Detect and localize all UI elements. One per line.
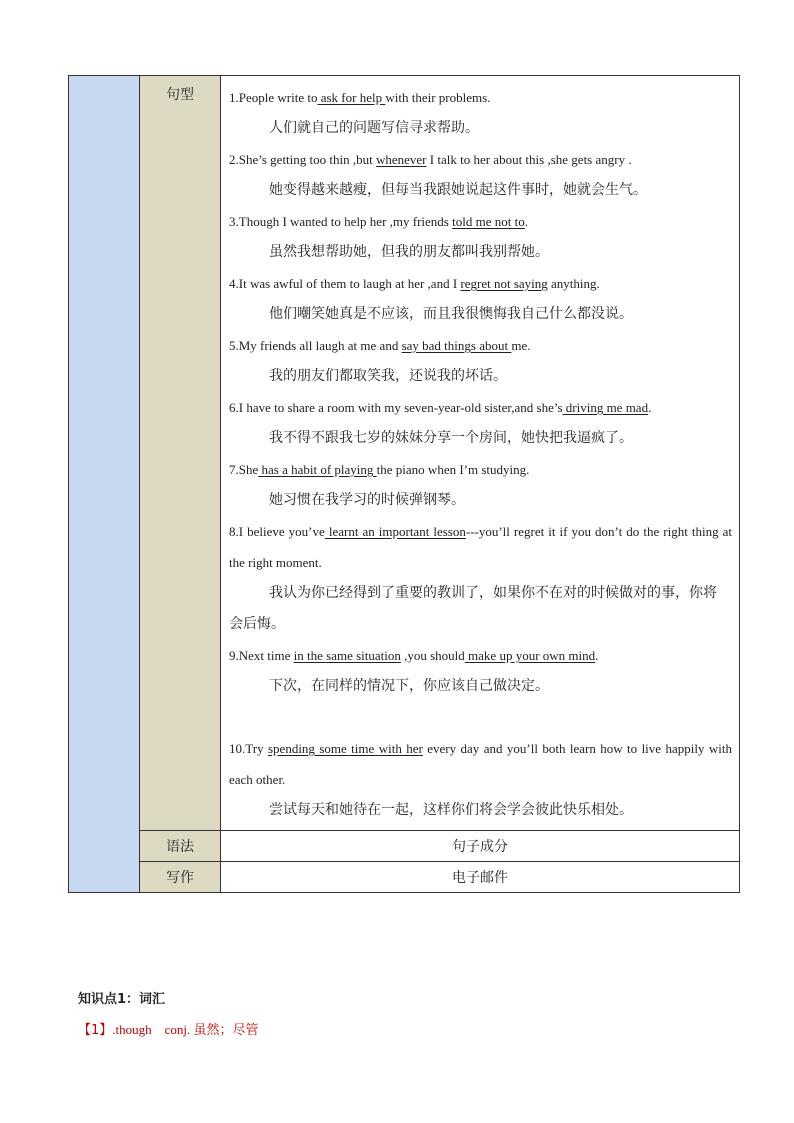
sentence-text: 1.People write to xyxy=(229,90,318,105)
vocab-word: .though xyxy=(112,1022,152,1037)
sentence-english xyxy=(229,82,732,113)
blank-spacer xyxy=(229,702,732,733)
writing-label: 写作 xyxy=(140,862,221,893)
sentence-text: 3.Though I wanted to help her ,my friends xyxy=(229,214,453,229)
sentence-text: 7.She xyxy=(229,462,259,477)
key-phrase: driving me mad xyxy=(562,400,649,415)
key-phrase: whenever xyxy=(375,152,427,167)
sentence-english xyxy=(229,516,732,578)
sentence-text: . xyxy=(648,400,652,415)
sentence-chinese: 他们嘲笑她真是不应该，而且我很懊悔我自己什么都没说。 xyxy=(269,306,633,322)
key-phrase: regret not saying xyxy=(460,276,548,291)
sentence-chinese: 人们就自己的问题写信寻求帮助。 xyxy=(269,120,479,136)
sentence-text: . xyxy=(595,648,599,663)
lesson-summary-table xyxy=(68,75,740,893)
writing-value: 电子邮件 xyxy=(221,862,740,893)
sentence-chinese: 下次，在同样的情况下，你应该自己做决定。 xyxy=(269,678,549,694)
sentence-text: 8.I believe you’ve xyxy=(229,524,325,539)
sentence-item xyxy=(229,144,732,206)
sentence-chinese: 虽然我想帮助她，但我的朋友都叫我别帮她。 xyxy=(269,244,549,260)
sentence-text: 9.Next time xyxy=(229,648,294,663)
key-phrase: told me not to xyxy=(452,214,525,229)
sentence-text: 6.I have to share a room with my seven-year-old sister,and she’s xyxy=(229,400,563,415)
sentence-item xyxy=(229,392,732,454)
key-phrase: say bad things about xyxy=(401,338,512,353)
sentence-chinese: 尝试每天和她待在一起，这样你们将会学会彼此快乐相处。 xyxy=(269,802,633,818)
sentence-chinese: 她变得越来越瘦，但每当我跟她说起这件事时，她就会生气。 xyxy=(269,182,647,198)
sentence-item xyxy=(229,82,732,144)
grammar-row xyxy=(69,831,740,862)
sentence-chinese-continued: 会后悔。 xyxy=(229,616,285,632)
sentence-chinese: 她习惯在我学习的时候弹钢琴。 xyxy=(269,492,465,508)
key-phrase: spending some time with her xyxy=(267,741,423,756)
sentence-text: ,you should xyxy=(400,648,465,663)
sentence-chinese: 我的朋友们都取笑我，还说我的坏话。 xyxy=(269,368,507,384)
sentence-item xyxy=(229,640,732,733)
sentence-patterns-label: 句型 xyxy=(140,76,221,831)
sentence-english xyxy=(229,733,732,795)
sentence-text: 4.It was awful of them to laugh at her ,and I xyxy=(229,276,461,291)
sentence-item xyxy=(229,206,732,268)
sentence-english xyxy=(229,392,732,423)
key-phrase: in the same situation xyxy=(293,648,401,663)
sentence-english xyxy=(229,330,732,361)
sentence-text: 2.She’s getting too thin ,but xyxy=(229,152,376,167)
sentence-text: every day and you’ll both learn how to live happily with each other. xyxy=(229,741,732,787)
sentence-patterns-row xyxy=(69,76,740,831)
item-number-bracket: 【1】 xyxy=(78,1023,113,1038)
key-phrase: make up your own mind xyxy=(464,648,596,663)
sentence-chinese: 我认为你已经得到了重要的教训了，如果你不在对的时候做对的事，你将 xyxy=(269,585,717,601)
blue-margin-column xyxy=(69,76,140,893)
sentence-item xyxy=(229,516,732,640)
sentence-text: 10.Try xyxy=(229,741,268,756)
sentence-item xyxy=(229,330,732,392)
sentence-english xyxy=(229,206,732,237)
sentence-item xyxy=(229,268,732,330)
sentence-item xyxy=(229,454,732,516)
sentence-text: me. xyxy=(511,338,531,353)
key-phrase: learnt an important lesson xyxy=(324,524,466,539)
writing-row xyxy=(69,862,740,893)
sentence-text: the piano when I’m studying. xyxy=(376,462,530,477)
sentence-chinese: 我不得不跟我七岁的妹妹分享一个房间，她快把我逼疯了。 xyxy=(269,430,633,446)
grammar-label: 语法 xyxy=(140,831,221,862)
knowledge-point-heading: 知识点1：词汇 xyxy=(78,992,166,1007)
sentence-english xyxy=(229,268,732,299)
sentence-text: . xyxy=(524,214,528,229)
sentence-text: anything. xyxy=(547,276,600,291)
sentence-patterns-content xyxy=(221,76,740,831)
sentence-english xyxy=(229,454,732,485)
key-phrase: has a habit of playing xyxy=(258,462,377,477)
sentence-text: I talk to her about this ,she gets angry . xyxy=(426,152,632,167)
sentence-item xyxy=(229,733,732,826)
part-of-speech: conj. xyxy=(164,1022,191,1037)
sentence-text: ---you’ll regret it if you don’t do the right thing at the right moment. xyxy=(229,524,732,570)
sentence-text: with their problems. xyxy=(385,90,491,105)
vocab-meaning: 虽然；尽管 xyxy=(193,1023,259,1038)
sentence-text: 5.My friends all laugh at me and xyxy=(229,338,402,353)
sentence-english xyxy=(229,640,732,671)
sentence-english xyxy=(229,144,732,175)
vocabulary-item xyxy=(78,1019,259,1038)
key-phrase: ask for help xyxy=(317,90,386,105)
grammar-value: 句子成分 xyxy=(221,831,740,862)
